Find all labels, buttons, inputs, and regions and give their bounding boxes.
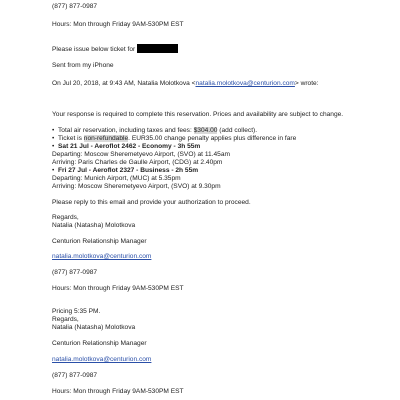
signoff: Regards, — [52, 214, 79, 221]
signature-phone: (877) 877-0987 — [52, 269, 98, 276]
top-phone: (877) 877-0987 — [52, 3, 98, 10]
flight-1-heading: • Sat 21 Jul - Aeroflot 2462 - Economy - 3h 55m — [52, 143, 201, 150]
bullet-total-pre: Total air reservation, including taxes and fees: — [58, 127, 194, 134]
signature-title: Centurion Relationship Manager — [52, 238, 147, 245]
flight-2-arrive: Arriving: Moscow Sheremetyevo Airport, (SVO) at 9.30pm — [52, 183, 221, 190]
bullet-refund-pre: Ticket is — [58, 135, 84, 142]
sent-from: Sent from my iPhone — [52, 62, 114, 69]
issue-request-text: Please issue below ticket for — [52, 46, 136, 53]
redaction-bar — [137, 44, 178, 53]
flight-2-heading: • Fri 27 Jul - Aeroflot 2327 - Business - 2h 55m — [52, 167, 199, 174]
reservation-message: Your response is required to complete this reservation. Prices and availability are subject to change. — [52, 111, 344, 118]
flight-1-heading-text: Sat 21 Jul - Aeroflot 2462 - Economy - 3h 55m — [58, 143, 201, 150]
signature-email-link[interactable]: natalia.molotkova@centurion.com — [52, 253, 152, 260]
quote-email-link[interactable]: natalia.molotkova@centurion.com — [195, 80, 295, 87]
top-hours: Hours: Mon through Friday 9AM-530PM EST — [52, 21, 184, 28]
signature-2-name: Natalia (Natasha) Molotkova — [52, 324, 136, 331]
signature-2-hours: Hours: Mon through Friday 9AM-530PM EST — [52, 388, 184, 395]
signoff-2: Regards, — [52, 316, 79, 323]
signature-hours: Hours: Mon through Friday 9AM-530PM EST — [52, 285, 184, 292]
bullet-refund: • Ticket is non-refundable. EUR35.00 change penalty applies plus difference in fare — [52, 135, 297, 142]
quote-intro-pre: On Jul 20, 2018, at 9:43 AM, Natalia Molotkova < — [52, 80, 196, 87]
signature-name: Natalia (Natasha) Molotkova — [52, 222, 136, 229]
bullet-refund-post: . EUR35.00 change penalty applies plus difference in fare — [128, 135, 297, 142]
bullet-refund-highlight: non-refundable — [83, 135, 129, 142]
quote-intro-post: > wrote: — [294, 80, 319, 87]
bullet-total-amount: $304.00 — [193, 127, 218, 134]
flight-1-arrive: Arriving: Paris Charles de Gaulle Airport, (CDG) at 2.40pm — [52, 159, 223, 166]
bullet-total: • Total air reservation, including taxes and fees: $304.00 (add collect). — [52, 127, 258, 134]
reply-request: Please reply to this email and provide your authorization to proceed. — [52, 199, 251, 206]
bullet-total-post: (add collect). — [217, 127, 258, 134]
signature-2-phone: (877) 877-0987 — [52, 372, 98, 379]
flight-1-depart: Departing: Moscow Sheremetyevo Airport, (SVO) at 11.45am — [52, 151, 230, 158]
signature-2-title: Centurion Relationship Manager — [52, 340, 147, 347]
quote-intro — [52, 80, 319, 88]
issue-request — [52, 44, 178, 54]
flight-2-heading-text: Fri 27 Jul - Aeroflot 2327 - Business - 2h 55m — [58, 167, 199, 174]
flight-2-depart: Departing: Munich Airport, (MUC) at 5.35pm — [52, 175, 181, 182]
pricing-note: Pricing 5:35 PM. — [52, 308, 101, 315]
signature-2-email-link[interactable]: natalia.molotkova@centurion.com — [52, 356, 152, 363]
